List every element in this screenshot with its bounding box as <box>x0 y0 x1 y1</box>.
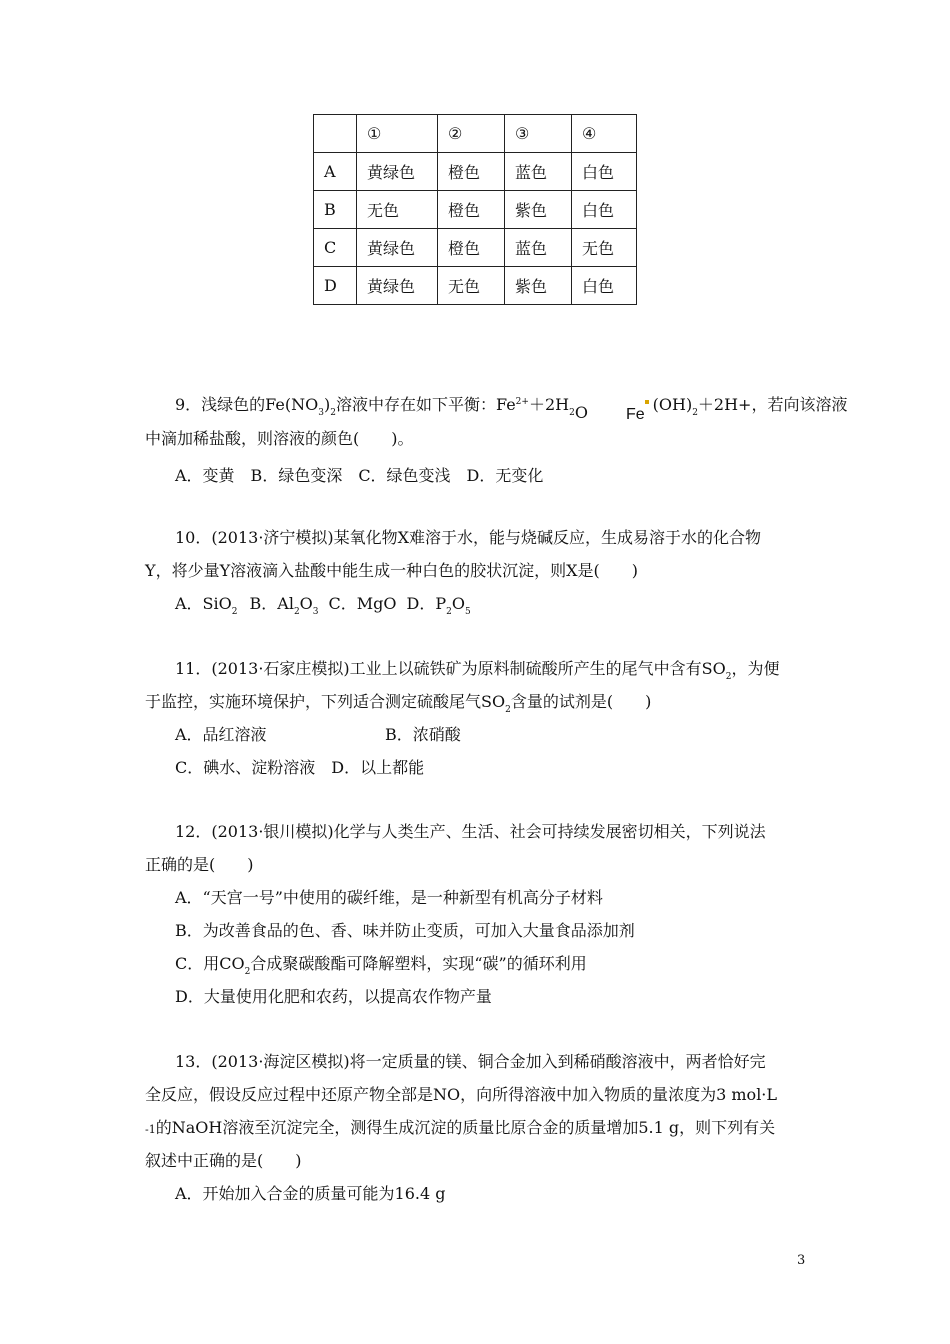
option-c: C．MgO <box>328 594 397 613</box>
mark-dot <box>645 400 649 404</box>
option-b: O <box>299 594 313 613</box>
q11-line-1 <box>175 659 779 687</box>
table-cell <box>314 115 357 153</box>
table-cell: C <box>314 229 357 267</box>
table-cell: 无色 <box>357 191 438 229</box>
subscript: 2 <box>293 607 300 617</box>
option-b: B．Al <box>249 594 294 613</box>
table-row <box>314 153 637 191</box>
q12-option-a: A．“天宫一号”中使用的碳纤维，是一种新型有机高分子材料 <box>175 888 603 907</box>
q9-text: ＋2H <box>528 395 570 414</box>
superscript: 2+ <box>515 397 529 407</box>
page-number: 3 <box>797 1253 806 1268</box>
subscript: 2 <box>692 408 698 418</box>
q13-line-4: 叙述中正确的是( ) <box>145 1151 302 1170</box>
q11-text: 11．(2013·石家庄模拟)工业上以硫铁矿为原料制硫酸所产生的尾气中含有SO <box>175 659 726 678</box>
table-cell: A <box>314 153 357 191</box>
subscript: 2 <box>569 408 575 418</box>
table-cell: 紫色 <box>505 267 572 305</box>
q11-text: 含量的试剂是( ) <box>510 692 652 711</box>
q9-line-2: 中滴加稀盐酸，则溶液的颜色( )。 <box>145 429 414 448</box>
q11-option-a: A．品红溶液 <box>175 725 267 744</box>
table-cell: ④ <box>572 115 637 153</box>
q12-option-b: B．为改善食品的色、香、味并防止变质，可加入大量食品添加剂 <box>175 921 635 940</box>
q9-line-1 <box>175 392 847 423</box>
q11-text: ，为便 <box>731 659 780 678</box>
table-cell: ① <box>357 115 438 153</box>
table-cell: 无色 <box>572 229 637 267</box>
subscript: 3 <box>312 607 319 617</box>
q11-option-b: B．浓硝酸 <box>385 725 461 744</box>
option-c: 合成聚碳酸酯可降解塑料，实现“碳”的循环利用 <box>250 954 587 973</box>
table-cell: ② <box>438 115 505 153</box>
q13-line-1: 13．(2013·海淀区模拟)将一定质量的镁、铜合金加入到稀硝酸溶液中，两者恰好完 <box>175 1052 766 1071</box>
subscript: 2 <box>231 607 238 617</box>
option-a: A．SiO <box>175 594 232 613</box>
option-d: O <box>451 594 465 613</box>
table-row <box>314 191 637 229</box>
q11-line-2 <box>145 692 651 720</box>
q12-option-d: D．大量使用化肥和农药，以提高农作物产量 <box>175 987 492 1006</box>
table-cell: 无色 <box>438 267 505 305</box>
q12-line-2: 正确的是( ) <box>145 855 254 874</box>
table-cell: 橙色 <box>438 191 505 229</box>
table-header-row <box>314 115 637 153</box>
table-cell: 黄绿色 <box>357 229 438 267</box>
table-cell: 白色 <box>572 267 637 305</box>
table-cell: 黄绿色 <box>357 267 438 305</box>
q9-text: O <box>574 403 588 422</box>
subscript: 2 <box>505 705 511 715</box>
option-c: C．用CO <box>175 954 245 973</box>
table-cell: ③ <box>505 115 572 153</box>
superscript: -1 <box>145 1123 156 1136</box>
q13-text: 的NaOH溶液至沉淀完全，测得生成沉淀的质量比原合金的质量增加5.1 g，则下列有关 <box>155 1118 776 1137</box>
q9-text: Fe <box>625 406 645 423</box>
q9-text: 9．浅绿色的Fe(NO <box>175 395 319 414</box>
table-cell: 白色 <box>572 153 637 191</box>
subscript: 2 <box>446 607 452 617</box>
q13-line-3 <box>145 1118 775 1140</box>
table-cell: D <box>314 267 357 305</box>
option-d: D．P <box>406 594 447 613</box>
q10-line-1: 10．(2013·济宁模拟)某氧化物X难溶于水，能与烧碱反应，生成易溶于水的化合物 <box>175 528 762 547</box>
table-cell: 蓝色 <box>505 229 572 267</box>
q9-options: A．变黄 B．绿色变深 C．绿色变浅 D．无变化 <box>175 466 544 485</box>
color-options-table <box>313 114 637 305</box>
q12-line-1: 12．(2013·银川模拟)化学与人类生产、生活、社会可持续发展密切相关，下列说法 <box>175 822 766 841</box>
table-cell: B <box>314 191 357 229</box>
table-cell: 白色 <box>572 191 637 229</box>
q11-text: 于监控，实施环境保护，下列适合测定硫酸尾气SO <box>145 692 506 711</box>
q13-option-a: A．开始加入合金的质量可能为16.4 g <box>175 1184 446 1203</box>
q11-options-cd: C．碘水、淀粉溶液 D．以上都能 <box>175 758 425 777</box>
q9-text: ) <box>323 395 331 414</box>
table-cell: 蓝色 <box>505 153 572 191</box>
q9-text: 溶液中存在如下平衡：Fe <box>335 395 516 414</box>
q13-line-2: 全反应，假设反应过程中还原产物全部是NO，向所得溶液中加入物质的量浓度为3 mol·L <box>145 1085 778 1104</box>
table-cell: 橙色 <box>438 153 505 191</box>
table-row <box>314 267 637 305</box>
subscript: 5 <box>465 607 471 617</box>
q10-line-2: Y，将少量Y溶液滴入盐酸中能生成一种白色的胶状沉淀，则X是( ) <box>145 561 639 580</box>
subscript: 2 <box>244 967 251 977</box>
table-cell: 黄绿色 <box>357 153 438 191</box>
table-cell: 紫色 <box>505 191 572 229</box>
table-cell: 橙色 <box>438 229 505 267</box>
q10-options <box>175 594 471 622</box>
q9-text: (OH) <box>652 395 693 414</box>
subscript: 2 <box>725 672 732 682</box>
subscript: 2 <box>330 408 336 418</box>
subscript: 3 <box>318 408 324 418</box>
q12-option-c <box>175 954 587 982</box>
table-row <box>314 229 637 267</box>
q9-text: ＋2H+，若向该溶液 <box>697 395 848 414</box>
